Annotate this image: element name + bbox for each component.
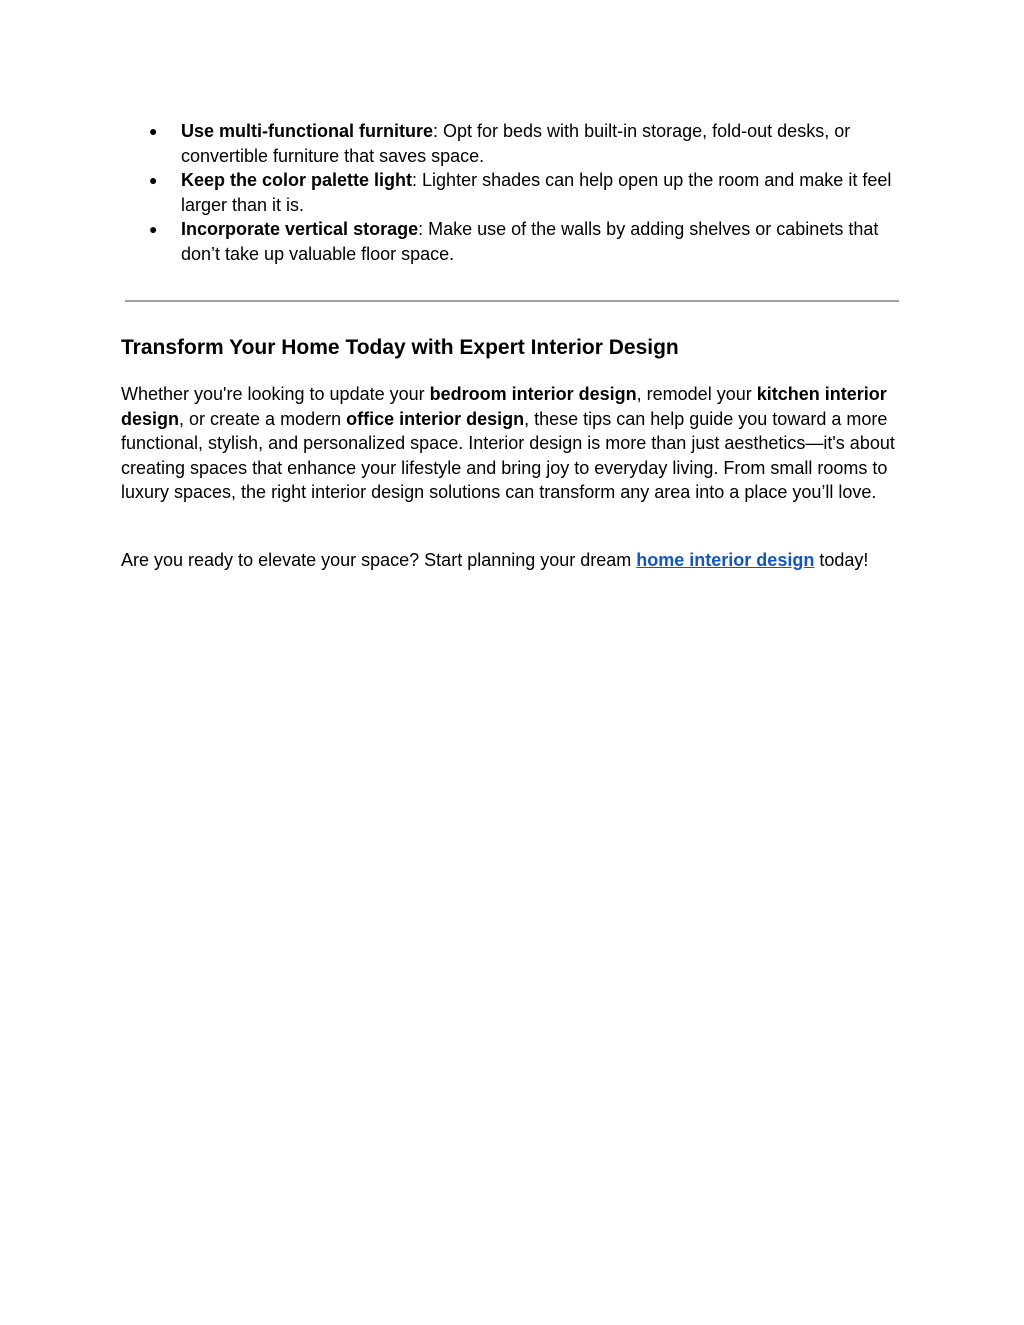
paragraph-text: Whether you're looking to update your: [121, 384, 430, 404]
cta-paragraph: [121, 548, 911, 573]
list-item: [121, 168, 911, 217]
tip-text: : Lighter shades can help open up the room and make it feel larger than it is.: [181, 170, 892, 215]
tip-title: Incorporate vertical storage: [181, 219, 419, 239]
tip-text: : Opt for beds with built-in storage, fold-out desks, or convertible furniture that saves space.: [181, 121, 851, 166]
bold-phrase: office interior design: [346, 408, 525, 429]
bullet-icon: ●: [149, 221, 158, 237]
list-item: [121, 119, 911, 168]
tips-list: [121, 119, 911, 266]
intro-paragraph: [121, 382, 911, 505]
bold-phrase: kitchen interior design: [121, 384, 887, 429]
paragraph-text: , remodel your: [636, 384, 757, 404]
home-interior-design-link[interactable]: home interior design: [636, 550, 815, 570]
bullet-icon: ●: [149, 172, 158, 188]
paragraph-text: , these tips can help guide you toward a more functional, stylish, and personalized space. Interior design is more than just aesthetics—it's about creating spaces that enhance your lifestyle and bring joy to everyday living. From small rooms to luxury spaces, the right interior design solutions can transform any area into a place you’ll love.: [121, 408, 895, 502]
tip-title: Keep the color palette light: [181, 170, 413, 190]
paragraph-text: today!: [814, 550, 869, 570]
list-item: [121, 217, 911, 266]
tip-title: Use multi-functional furniture: [181, 121, 433, 141]
bullet-icon: ●: [149, 123, 158, 139]
tip-text: : Make use of the walls by adding shelves or cabinets that don’t take up valuable floor space.: [181, 219, 879, 264]
paragraph-text: Are you ready to elevate your space? Start planning your dream: [121, 550, 637, 570]
bold-phrase: bedroom interior design: [429, 384, 637, 404]
horizontal-divider: [125, 300, 899, 302]
section-heading: Transform Your Home Today with Expert Interior Design: [121, 336, 679, 359]
paragraph-text: , or create a modern: [179, 408, 347, 429]
